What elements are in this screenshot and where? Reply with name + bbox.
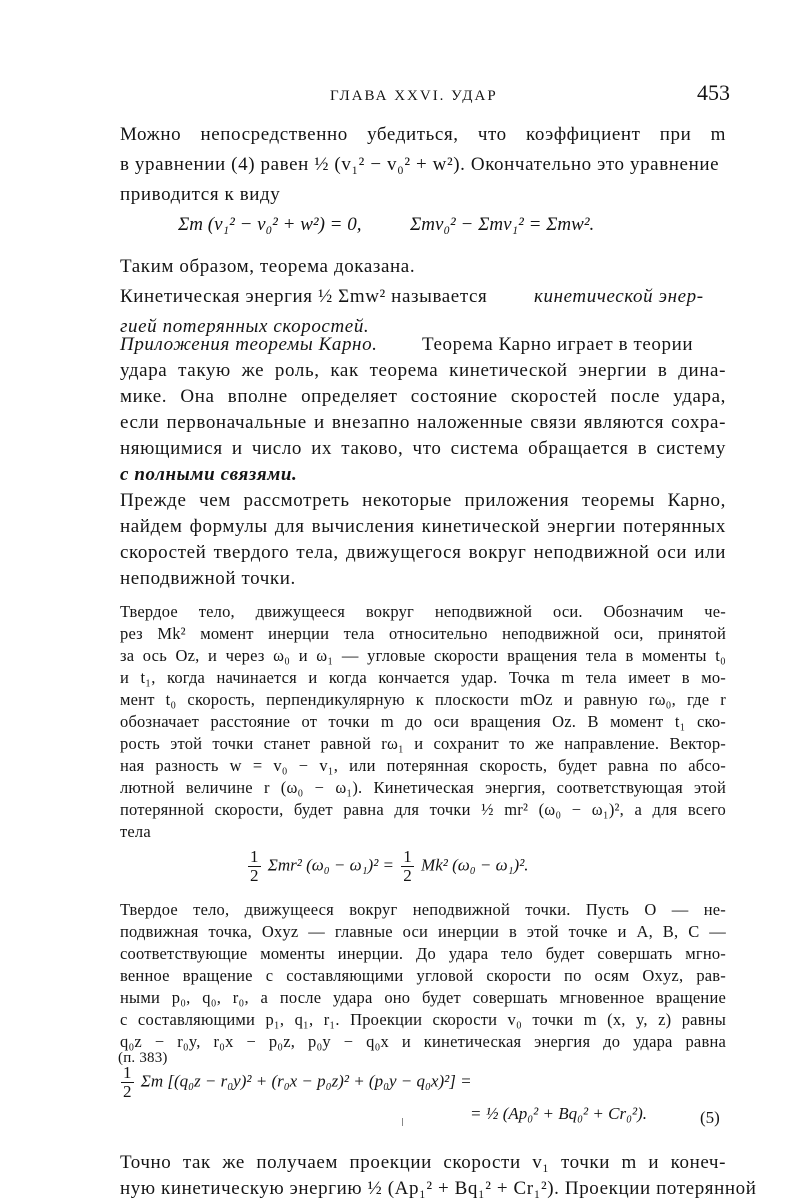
small-text-line: потерянной скорости, будет равна для точки ½ mr² (ω₀ − ω₁)², а для всего — [120, 800, 726, 819]
text-line: Прежде чем рассмотреть некоторые приложения теоремы Карно, — [120, 490, 726, 511]
text-line: если первоначальные и внезапно наложенные связи являются сохра- — [120, 412, 726, 433]
page-number: 453 — [697, 80, 730, 105]
chapter-title: ГЛАВА XXVI. УДАР — [330, 88, 498, 104]
small-text-line: подвижная точка, Oxyz — главные оси инерции в этой точке и A, B, C — — [120, 922, 726, 941]
text-line: неподвижной точки. — [120, 568, 296, 589]
text-line: скоростей твердого тела, движущегося вокруг неподвижной оси или — [120, 542, 726, 563]
fraction-half: $\frac{1}{2}$ — [123, 1063, 132, 1101]
equation-axis-energy — [245, 848, 529, 885]
small-text-line: мент t₀ скорость, перпендикулярную к плоскости mOz и равную rω₀, где r — [120, 690, 726, 709]
print-mark — [402, 1118, 403, 1126]
text-line: в уравнении (4) равен ½ (v₁² − v₀² + w²). Окончательно это уравнение — [120, 154, 720, 175]
small-text-line: тела — [120, 822, 151, 841]
text-line-italic: гией потерянных скоростей. — [120, 316, 370, 337]
small-text-line: обозначает расстояние от точки m до оси вращения Oz. В момент t₁ ско- — [120, 712, 726, 731]
small-text-line: лютной величине r (ω₀ − ω₁). Кинетическая энергия, соответствующая этой — [120, 778, 726, 797]
text-line: Таким образом, теорема доказана. — [120, 256, 416, 277]
text-line-bold-italic: с полными связями. — [120, 464, 298, 485]
text-line: няющимися и число их таково, что система обращается в систему — [120, 438, 726, 459]
equation-point-energy-top — [118, 1064, 472, 1101]
small-text-line: и t₁, когда начинается и когда кончается удар. Точка m тела имеет в мо- — [120, 668, 726, 687]
text-line: найдем формулы для вычисления кинетической энергии потерянных — [120, 516, 726, 537]
text-line: Точно так же получаем проекции скорости v₁ точки m и конеч- — [120, 1152, 726, 1173]
small-text-line: рез Mk² момент инерции тела относительно неподвижной оси, принятой — [120, 624, 726, 643]
text-line: Можно непосредственно убедиться, что коэффициент при m — [120, 124, 726, 145]
small-text-line: рость этой точки станет равной rω₁ и сохранит то же направление. Вектор- — [120, 734, 726, 753]
small-text-line: за ось Oz, и через ω₀ и ω₁ — угловые скорости вращения тела в моменты t₀ — [120, 646, 726, 665]
small-text-line: ная разность w = v₀ − v₁, или потерянная скорость, будет равна по абсо- — [120, 756, 726, 775]
small-text-line: соответствующие моменты инерции. До удара тело будет совершать мгно- — [120, 944, 726, 963]
equation-number: (5) — [700, 1108, 720, 1127]
fraction-half: $\frac{1}{2}$ — [250, 847, 259, 885]
section-heading: Приложения теоремы Карно. — [120, 334, 378, 355]
text-line: приводится к виду — [120, 184, 281, 205]
equation-point-right: = ½ (Ap₀² + Bq₀² + Cr₀²). — [470, 1104, 647, 1123]
text-line: Кинетическая энергия ½ Σmw² называется — [120, 286, 488, 307]
equation-axis-right: Mk² (ω₀ − ω₁)². — [421, 855, 529, 875]
fraction-half: $\frac{1}{2}$ — [403, 847, 412, 885]
text-line: мике. Она вполне определяет состояние скоростей после удара, — [120, 386, 726, 407]
equation-axis-left: Σmr² (ω₀ − ω₁)² = — [267, 855, 395, 875]
equation-energy-balance: Σmv₀² − Σmv₁² = Σmw². — [410, 214, 595, 235]
running-header — [120, 80, 730, 110]
equation-sum-zero: Σm (v₁² − v₀² + w²) = 0, — [178, 214, 362, 235]
text-line: удара такую же роль, как теорема кинетической энергии в дина- — [120, 360, 726, 381]
text-line-italic: кинетической энер- — [534, 286, 704, 307]
text-line: ную кинетическую энергию ½ (Ap₁² + Bq₁² + Cr₁²). Проекции потерянной — [120, 1178, 757, 1199]
text-line: Теорема Карно играет в теории — [422, 334, 694, 355]
small-text-line: венное вращение с составляющими угловой скорости по осям Oxyz, рав- — [120, 966, 726, 985]
small-text-line: ными p₀, q₀, r₀, а после удара оно будет совершать мгновенное вращение — [120, 988, 726, 1007]
small-text-line: q₀z − r₀y, r₀x − p₀z, p₀y − q₀x и кинетическая энергия до удара равна — [120, 1032, 726, 1051]
small-text-line: Твердое тело, движущееся вокруг неподвижной оси. Обозначим че- — [120, 602, 726, 621]
small-text-line: Твердое тело, движущееся вокруг неподвижной точки. Пусть O — не- — [120, 900, 726, 919]
small-text-line: (п. 383) — [118, 1050, 168, 1066]
equation-point-left: Σm [(q₀z − r₀y)² + (r₀x − p₀z)² + (p₀y − q₀x)²] = — [140, 1071, 472, 1091]
small-text-line: с составляющими p₁, q₁, r₁. Проекции скорости v₀ точки m (x, y, z) равны — [120, 1010, 726, 1029]
